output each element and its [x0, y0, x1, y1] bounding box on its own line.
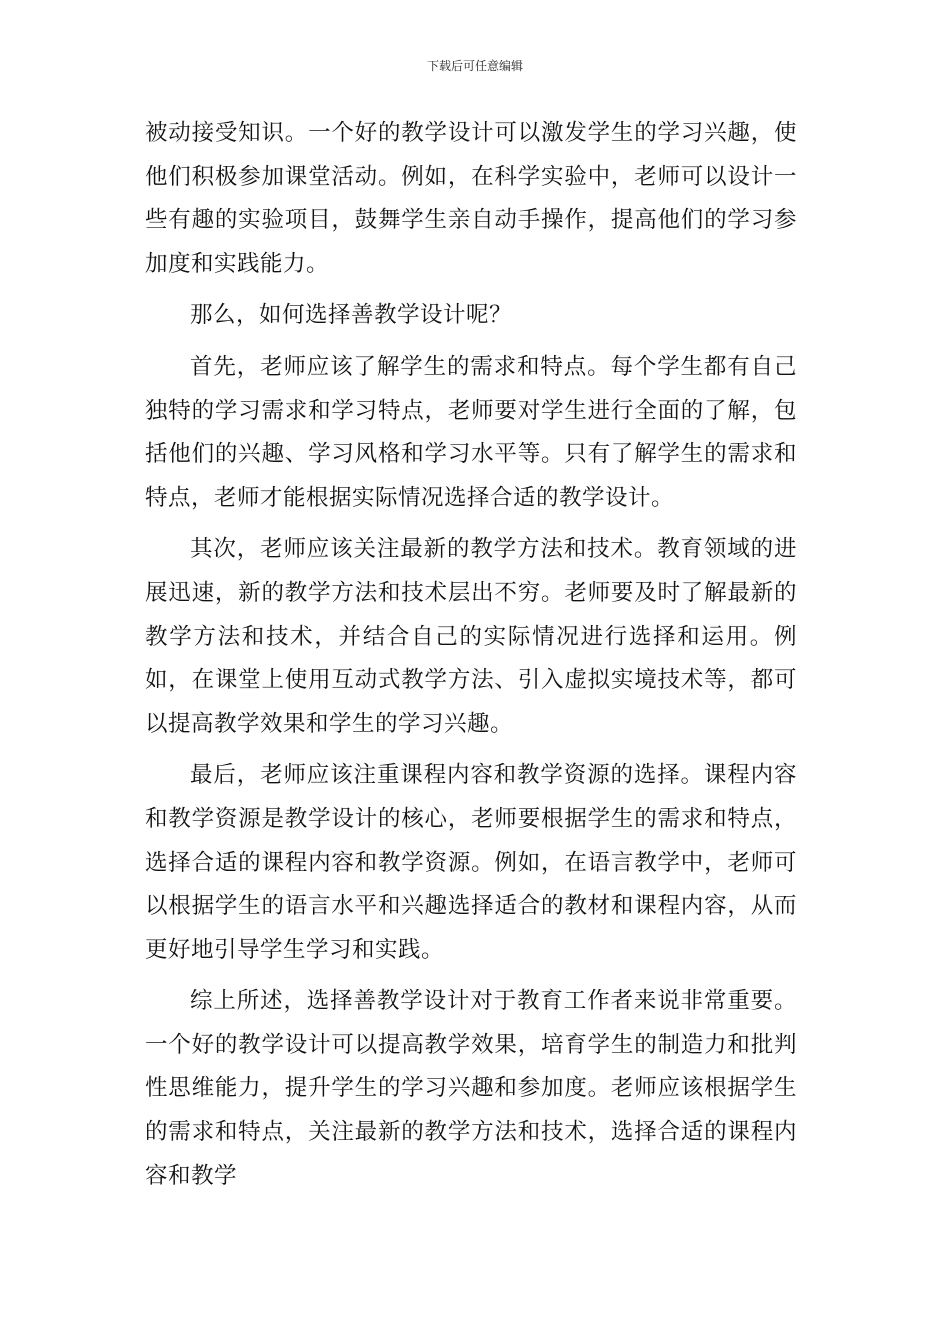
document-body — [145, 112, 797, 1206]
paragraph-third-point: 最后，老师应该注重课程内容和教学资源的选择。课程内容和教学资源是教学设计的核心，老师要根据学生的需求和特点，选择合适的课程内容和教学资源。例如，在语言教学中，老师可以根据学生的语言水平和兴趣选择适合的教材和课程内容，从而更好地引导学生学习和实践。 — [145, 762, 797, 963]
paragraph-question: 那么，如何选择善教学设计呢？ — [190, 302, 513, 329]
paragraph-continuation: 被动接受知识。一个好的教学设计可以激发学生的学习兴趣，使他们积极参加课堂活动。例如，在科学实验中，老师可以设计一些有趣的实验项目，鼓舞学生亲自动手操作，提高他们的学习参加度和实践能力。 — [145, 120, 797, 277]
paragraph-first-point: 首先，老师应该了解学生的需求和特点。每个学生都有自己独特的学习需求和学习特点，老师要对学生进行全面的了解，包括他们的兴趣、学习风格和学习水平等。只有了解学生的需求和特点，老师才能根据实际情况选择合适的教学设计。 — [145, 353, 797, 511]
paragraph-summary: 综上所述，选择善教学设计对于教育工作者来说非常重要。一个好的教学设计可以提高教学效果，培育学生的制造力和批判性思维能力，提升学生的学习兴趣和参加度。老师应该根据学生的需求和特点，关注最新的教学方法和技术，选择合适的课程内容和教学 — [145, 988, 797, 1189]
paragraph-second-point: 其次，老师应该关注最新的教学方法和技术。教育领域的进展迅速，新的教学方法和技术层出不穷。老师要及时了解最新的教学方法和技术，并结合自己的实际情况进行选择和运用。例如，在课堂上使用互动式教学方法、引入虚拟实境技术等，都可以提高教学效果和学生的学习兴趣。 — [145, 536, 797, 737]
page-header-note: 下载后可任意编辑 — [426, 59, 523, 73]
